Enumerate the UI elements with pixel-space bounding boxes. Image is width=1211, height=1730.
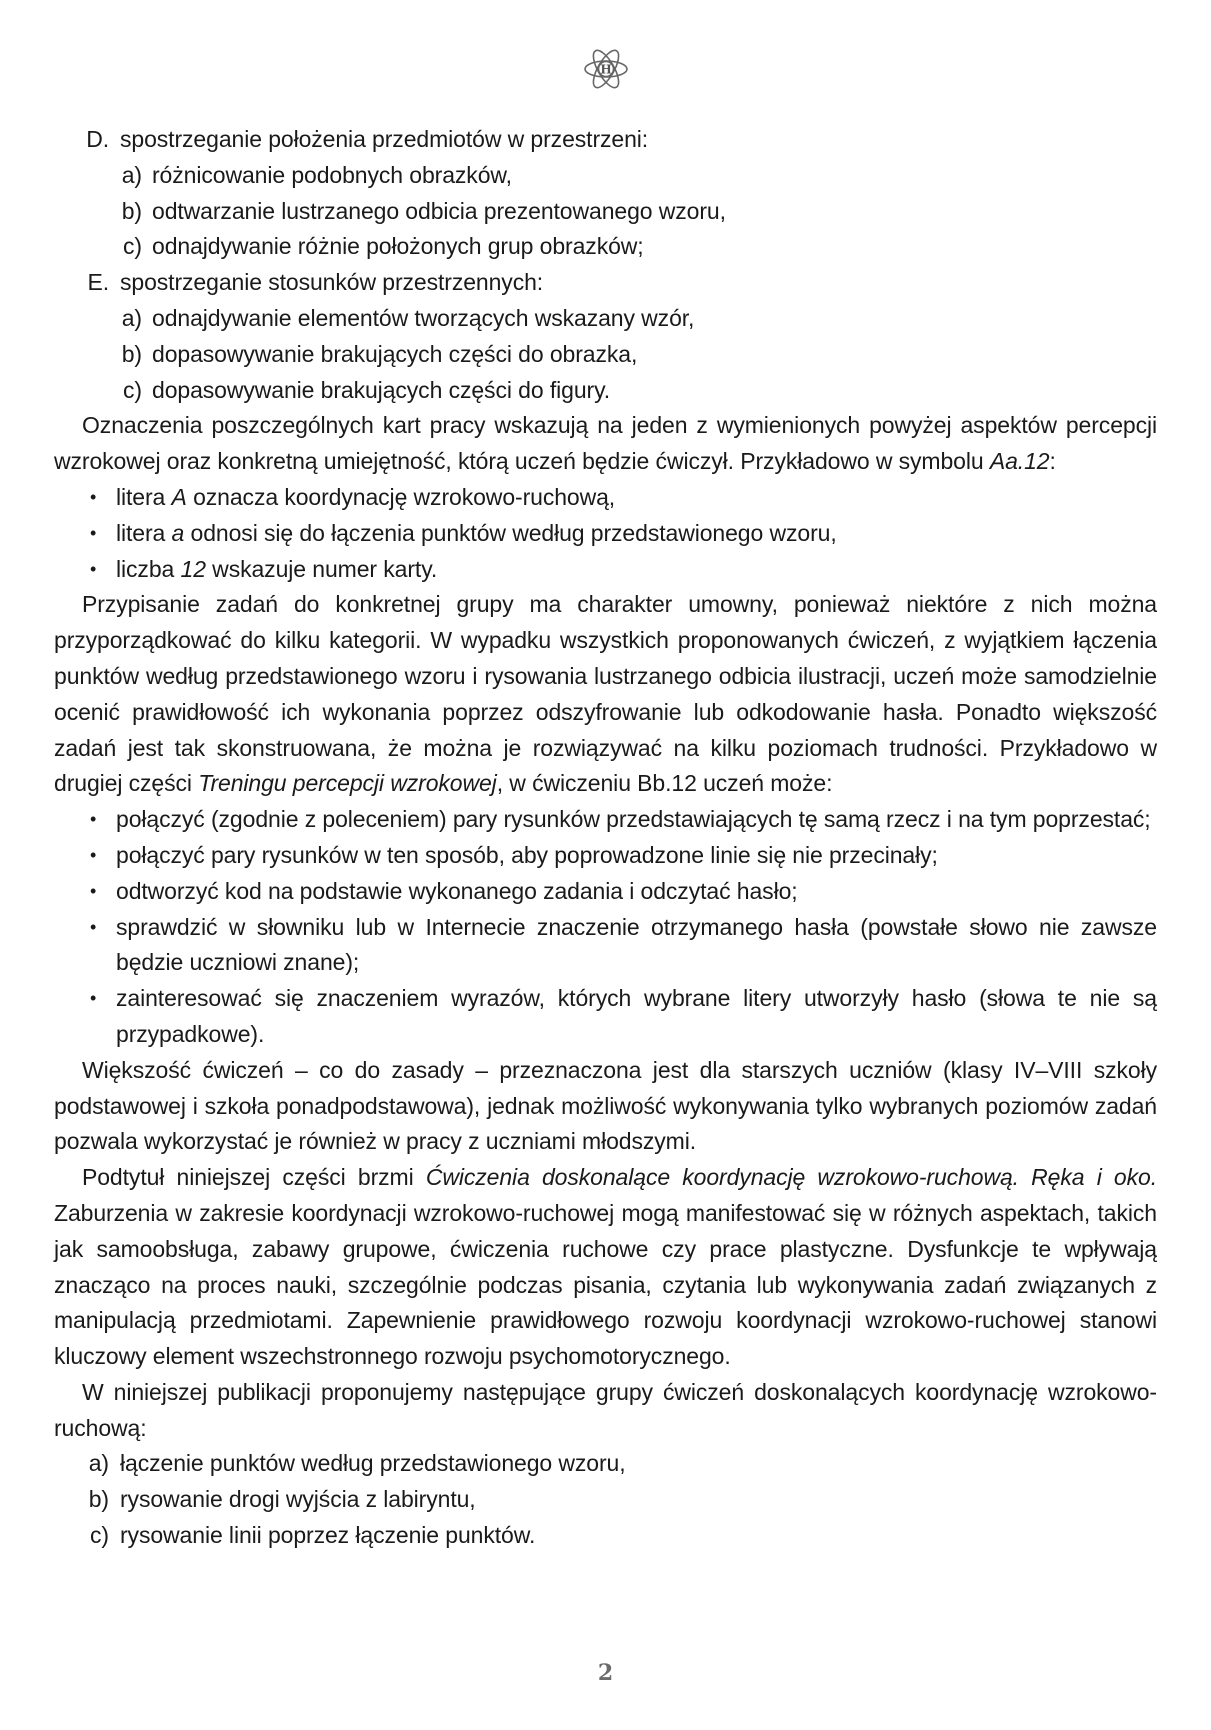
bullet-symbol: 12 xyxy=(180,555,206,582)
sub-item-ec xyxy=(54,373,1157,409)
paragraph-audience: Większość ćwiczeń – co do zasady – przeznaczona jest dla starszych uczniów (klasy IV–VIII szkoły podstawowej i szkoła ponadpodstawowa), jednak możliwość wykonywania tylko wybranych poziomów zadań pozwala wykorzystać je również w pracy z uczniami młodszymi. xyxy=(54,1056,1157,1155)
list-marker: c) xyxy=(123,233,142,260)
list-text: rysowanie drogi wyjścia z labiryntu, xyxy=(120,1486,476,1513)
list-text: dopasowywanie brakujących części do obrazka, xyxy=(152,340,638,367)
book-title: Treningu percepcji wzrokowej xyxy=(198,770,497,797)
atom-h-logo-icon xyxy=(582,45,630,93)
list-marker: c) xyxy=(123,376,142,403)
list-marker: E. xyxy=(87,269,109,296)
bullet-item: • sprawdzić w słowniku lub w Internecie znaczenie otrzymanego hasła (powstałe słowo nie zawsze będzie uczniowi znane); xyxy=(54,910,1157,982)
list-text: różnicowanie podobnych obrazków, xyxy=(152,161,512,188)
sub-item-dc xyxy=(54,229,1157,265)
bullet-symbol: A xyxy=(171,483,187,510)
bullet-item: • zainteresować się znaczeniem wyrazów, których wybrane litery utworzyły hasło (słowa te nie są przypadkowe). xyxy=(54,981,1157,1053)
paragraph-groups: W niniejszej publikacji proponujemy następujące grupy ćwiczeń doskonalących koordynację wzrokowo-ruchową: xyxy=(54,1378,1157,1441)
list-marker: b) xyxy=(121,197,142,224)
logo-letter: H xyxy=(600,62,612,77)
bullet-item xyxy=(54,516,1157,552)
list-text: odtwarzanie lustrzanego odbicia prezentowanego wzoru, xyxy=(152,197,726,224)
symbol-example: Aa.12 xyxy=(989,448,1050,475)
bullet-item: • odtworzyć kod na podstawie wykonanego zadania i odczytać hasło; xyxy=(54,874,1157,910)
page-content xyxy=(54,122,1157,1554)
list-marker: a) xyxy=(121,161,142,188)
list-item-e xyxy=(54,265,1157,301)
bullet-item xyxy=(54,480,1157,516)
list-text: spostrzeganie położenia przedmiotów w przestrzeni: xyxy=(120,126,649,152)
paragraph-subtitle xyxy=(54,1160,1157,1375)
paragraph-text: Zaburzenia w zakresie koordynacji wzrokowo-ruchowej mogą manifestować się w różnych aspektach, takich jak samoobsługa, zabawy grupowe, ćwiczenia ruchowe czy prace plastyczne. Dysfunkcje te wpływają znacząco na proces nauki, szczególnie podczas pisania, czytania lub wykonywania zadań związanych z manipulacją przedmiotami. Zapewnienie prawidłowego rozwoju koordynacji wzrokowo-ruchowej stanowi kluczowy element wszechstronnego rozwoju psychomotorycznego. xyxy=(54,1199,1157,1370)
paragraph-text: Podtytuł niniejszej części brzmi xyxy=(82,1164,426,1191)
list-text: rysowanie linii poprzez łączenie punktów. xyxy=(120,1522,536,1549)
bullet-text: litera xyxy=(116,483,172,510)
sub-item-ea xyxy=(54,301,1157,337)
sub-item-eb xyxy=(54,337,1157,373)
bullet-text: odnosi się do łączenia punktów według przedstawionego wzoru, xyxy=(184,519,837,546)
list-text: łączenie punktów według przedstawionego wzoru, xyxy=(120,1450,626,1477)
list-item-d xyxy=(54,122,1157,158)
bullet-text: oznacza koordynację wzrokowo-ruchową, xyxy=(186,483,616,510)
bullet-text: litera xyxy=(116,519,172,546)
paragraph-text: Oznaczenia poszczególnych kart pracy wskazują na jeden z wymienionych powyżej aspektów percepcji wzrokowej oraz konkretną umiejętność, którą uczeń będzie ćwiczył. Przykładowo w symbolu xyxy=(54,412,1157,475)
paragraph-categories xyxy=(54,587,1157,802)
final-list-item xyxy=(54,1482,1157,1518)
bullet-item: • połączyć pary rysunków w ten sposób, aby poprowadzone linie się nie przecinały; xyxy=(54,838,1157,874)
sub-item-da xyxy=(54,158,1157,194)
list-text: odnajdywanie elementów tworzących wskazany wzór, xyxy=(152,304,695,331)
list-marker: a) xyxy=(88,1450,109,1477)
list-marker: c) xyxy=(90,1522,109,1549)
bullet-text: wskazuje numer karty. xyxy=(205,555,438,582)
final-list-item xyxy=(54,1446,1157,1482)
paragraph-suffix: : xyxy=(1049,448,1056,475)
bullet-item xyxy=(54,552,1157,588)
bullet-item: • połączyć (zgodnie z poleceniem) pary rysunków przedstawiających tę samą rzecz i na tym poprzestać; xyxy=(54,802,1157,838)
list-marker: D. xyxy=(86,126,109,152)
list-marker: b) xyxy=(88,1486,109,1513)
list-text: dopasowywanie brakujących części do figury. xyxy=(152,376,611,403)
paragraph-suffix: , w ćwiczeniu Bb.12 uczeń może: xyxy=(496,770,833,797)
list-text: spostrzeganie stosunków przestrzennych: xyxy=(120,269,544,296)
subtitle-title: Ćwiczenia doskonalące koordynację wzrokowo-ruchową. Ręka i oko. xyxy=(425,1164,1157,1191)
paragraph-symbols xyxy=(54,408,1157,480)
final-list-item xyxy=(54,1518,1157,1554)
bullet-symbol: a xyxy=(171,519,185,546)
list-text: odnajdywanie różnie położonych grup obrazków; xyxy=(152,233,644,260)
bullet-text: liczba xyxy=(116,555,181,582)
page-number: 2 xyxy=(597,1660,614,1686)
list-marker: a) xyxy=(121,304,142,331)
sub-item-db xyxy=(54,194,1157,230)
paragraph-text: Przypisanie zadań do konkretnej grupy ma charakter umowny, ponieważ niektóre z nich można przyporządkować do kilku kategorii. W wypadku wszystkich proponowanych ćwiczeń, z wyjątkiem łączenia punktów według przedstawionego wzoru i rysowania lustrzanego odbicia ilustracji, uczeń może samodzielnie ocenić prawidłowość ich wykonania poprzez odszyfrowanie lub odkodowanie hasła. Ponadto większość zadań jest tak skonstruowana, że można je rozwiązywać na kilku poziomach trudności. Przykładowo w drugiej części xyxy=(54,591,1157,797)
list-marker: b) xyxy=(121,340,142,367)
